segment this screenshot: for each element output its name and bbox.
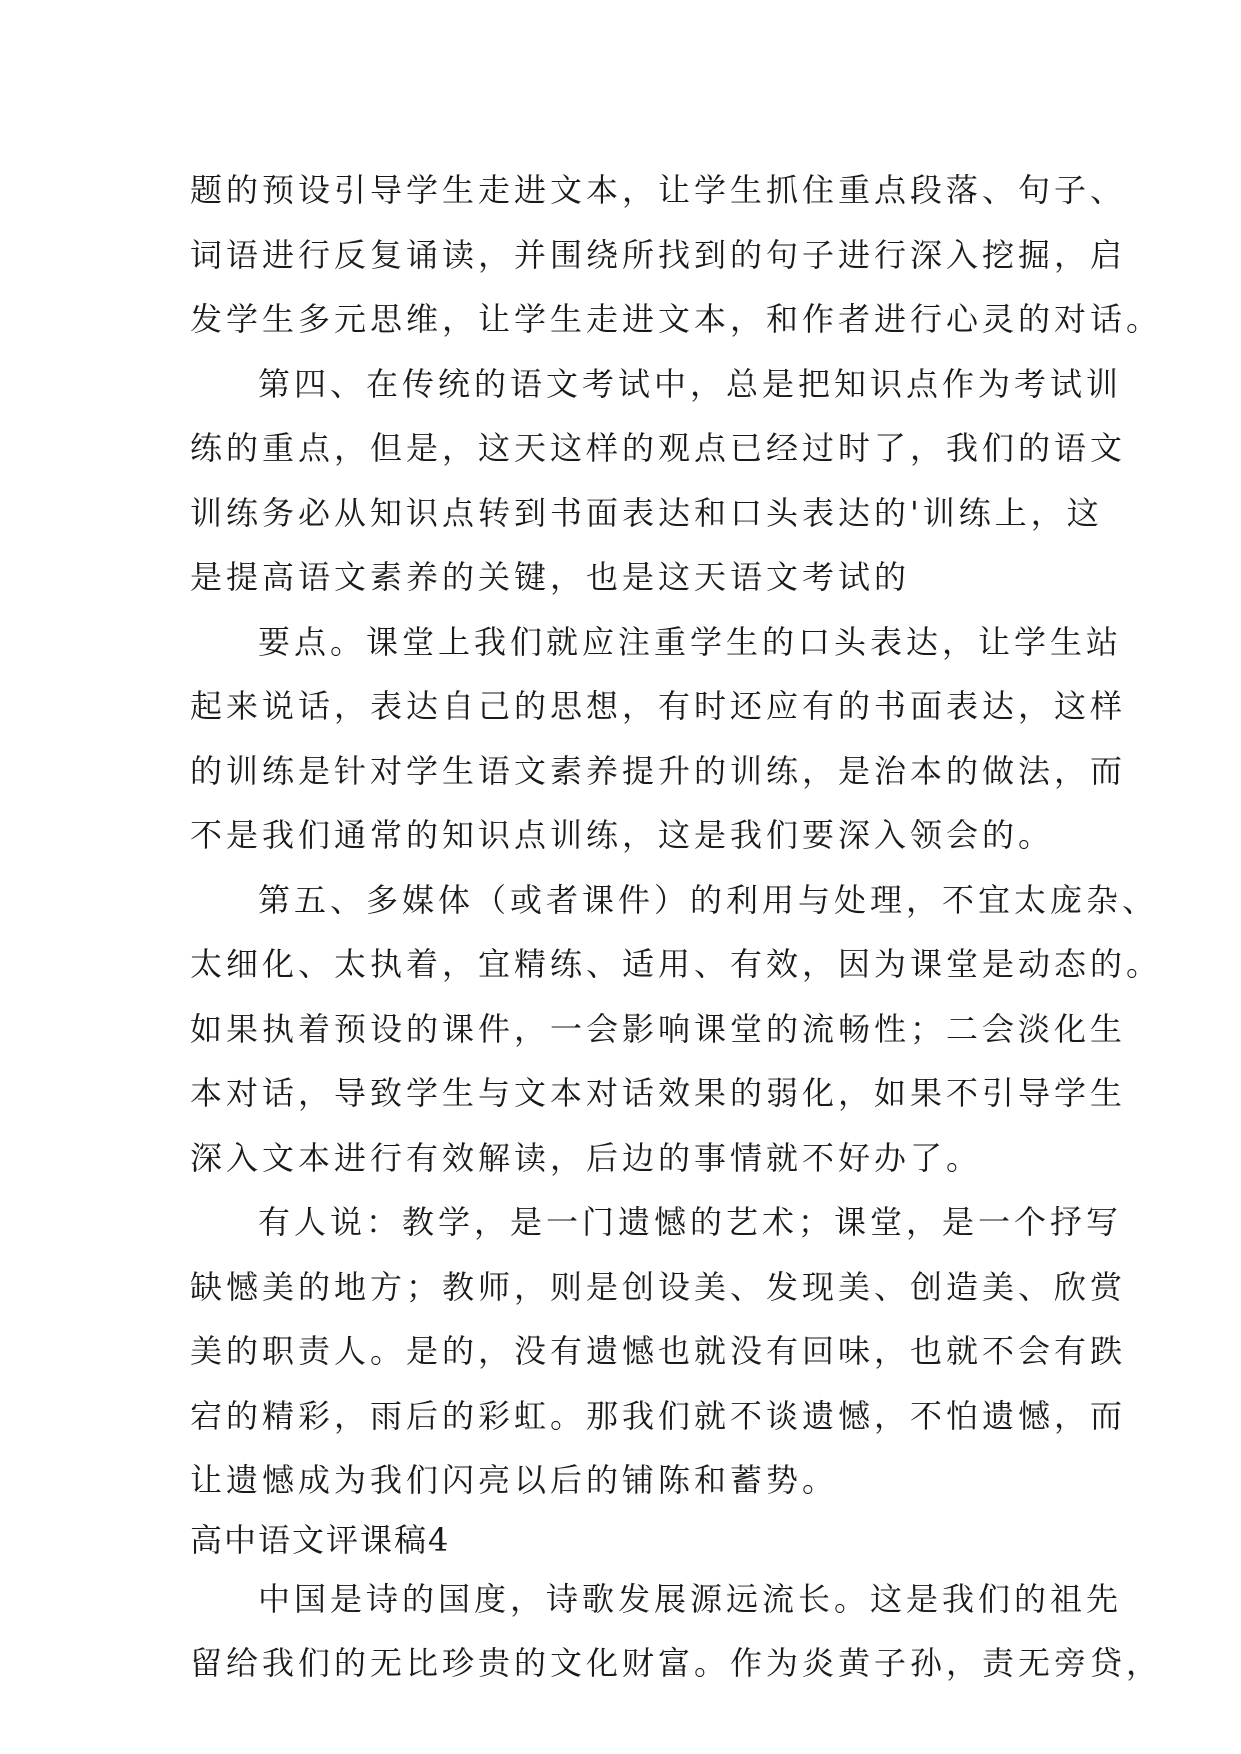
paragraph-line: 让遗憾成为我们闪亮以后的铺陈和蓄势。 (190, 1461, 839, 1499)
paragraph-line: 第四、在传统的语文考试中，总是把知识点作为考试训 (258, 364, 1123, 403)
paragraph-line: 词语进行反复诵读，并围绕所找到的句子进行深入挖掘，启 (190, 235, 1127, 274)
paragraph-line: 发学生多元思维，让学生走进文本，和作者进行心灵的对话。 (190, 300, 1163, 338)
paragraph-line: 题的预设引导学生走进文本，让学生抓住重点段落、句子、 (190, 171, 1127, 209)
paragraph-line: 的训练是针对学生语文素养提升的训练，是治本的做法，而 (190, 751, 1127, 790)
paragraph-line: 练的重点，但是，这天这样的观点已经过时了，我们的语文 (190, 429, 1127, 467)
paragraph-line: 深入文本进行有效解读，后边的事情就不好办了。 (190, 1138, 983, 1177)
document-body (190, 158, 1163, 1696)
paragraph-line: 第五、多媒体（或者课件）的利用与处理，不宜太庞杂、 (258, 880, 1159, 919)
paragraph-line: 要点。课堂上我们就应注重学生的口头表达，让学生站 (258, 622, 1123, 661)
paragraph-line: 宕的精彩，雨后的彩虹。那我们就不谈遗憾，不怕遗憾，而 (190, 1396, 1127, 1435)
section-heading: 高中语文评课稿4 (190, 1520, 451, 1559)
paragraph-line: 本对话，导致学生与文本对话效果的弱化，如果不引导学生 (190, 1074, 1127, 1112)
paragraph-line: 起来说话，表达自己的思想，有时还应有的书面表达，这样 (190, 687, 1127, 725)
paragraph-line: 美的职责人。是的，没有遗憾也就没有回味，也就不会有跌 (190, 1332, 1127, 1370)
paragraph-line: 是提高语文素养的关键，也是这天语文考试的 (190, 558, 911, 596)
paragraph-line: 留给我们的无比珍贵的文化财富。作为炎黄子孙，责无旁贷， (190, 1644, 1163, 1682)
paragraph-line: 中国是诗的国度，诗歌发展源远流长。这是我们的祖先 (258, 1579, 1123, 1618)
paragraph-line: 缺憾美的地方；教师，则是创设美、发现美、创造美、欣赏 (190, 1267, 1127, 1306)
paragraph-line: 如果执着预设的课件，一会影响课堂的流畅性；二会淡化生 (190, 1009, 1127, 1048)
paragraph-line: 不是我们通常的知识点训练，这是我们要深入领会的。 (190, 816, 1055, 854)
paragraph-line: 训练务必从知识点转到书面表达和口头表达的'训练上，这 (190, 493, 1103, 532)
paragraph-line: 太细化、太执着，宜精练、适用、有效，因为课堂是动态的。 (190, 945, 1163, 983)
paragraph-line: 有人说：教学，是一门遗憾的艺术；课堂，是一个抒写 (258, 1203, 1123, 1241)
